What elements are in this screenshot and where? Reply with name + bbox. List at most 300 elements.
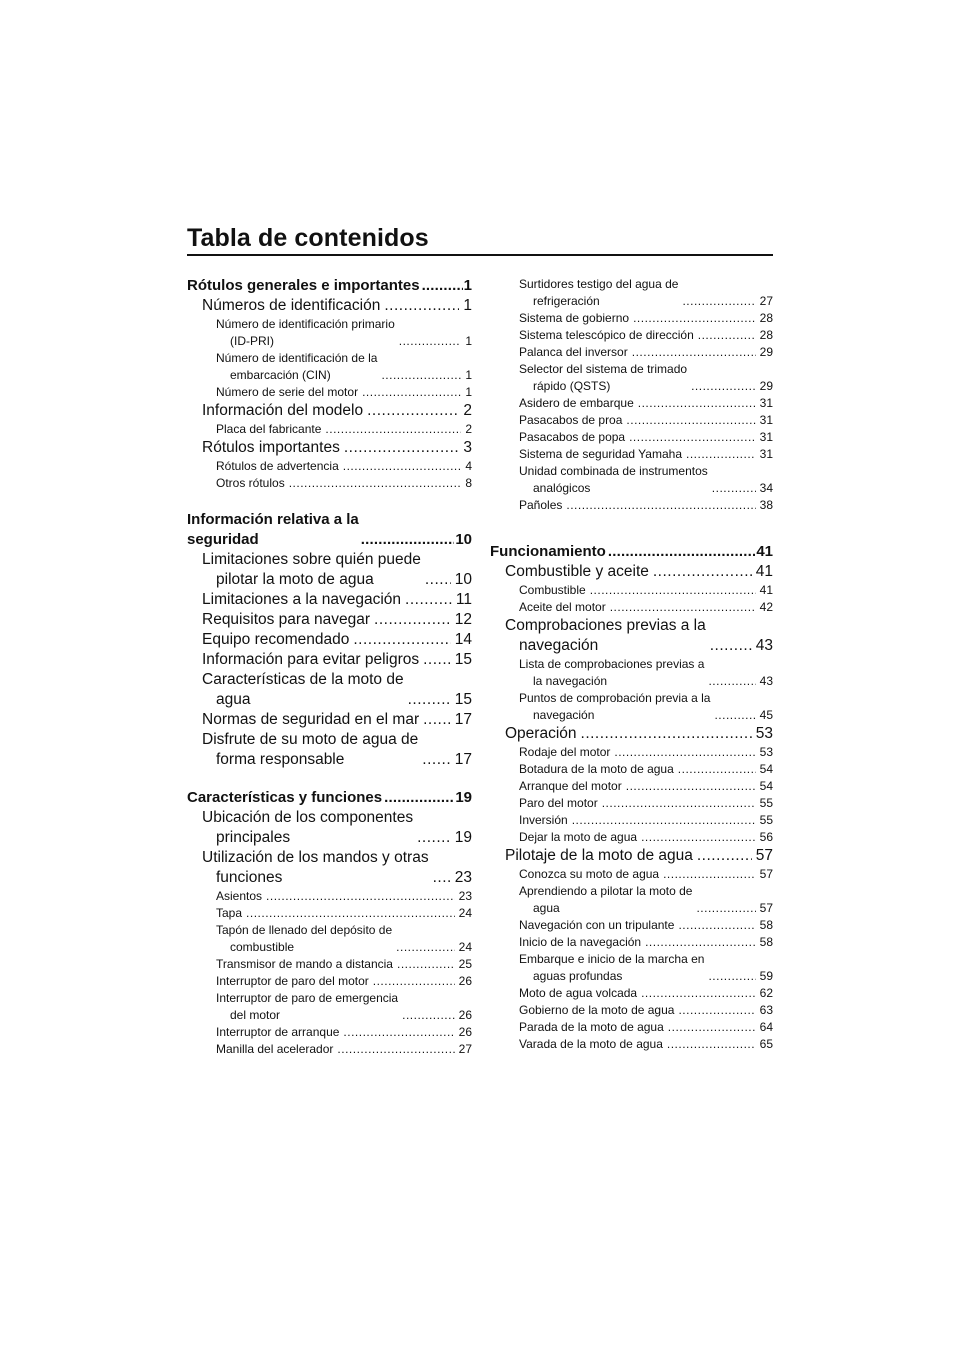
toc-entry-page: 58 (759, 935, 773, 949)
toc-entry-line: Información del modelo (202, 402, 364, 419)
toc-subsection[interactable] (187, 710, 472, 730)
toc-entry-line: Rótulos importantes (202, 439, 340, 456)
toc-entry-line: agua (216, 691, 251, 708)
toc-item[interactable] (490, 951, 773, 985)
toc-item[interactable] (490, 985, 773, 1002)
toc-entry-line: Pañoles (519, 498, 563, 512)
toc-item[interactable] (490, 446, 773, 463)
toc-entry-line: Rótulos de advertencia (216, 459, 339, 473)
dot-leader (384, 788, 454, 808)
section-gap (187, 492, 472, 510)
toc-item[interactable] (490, 1036, 773, 1053)
toc-entry-page: 29 (759, 345, 773, 359)
toc-entry-page: 58 (759, 918, 773, 932)
dot-leader (343, 458, 462, 475)
toc-entry-title (519, 497, 562, 514)
toc-entry-page: 4 (465, 459, 472, 473)
toc-entry-title (519, 656, 704, 690)
dot-leader (682, 293, 755, 310)
dot-leader (353, 630, 450, 650)
toc-entry-title (216, 475, 285, 492)
toc-entry-title (216, 1041, 333, 1058)
toc-entry-page: 1 (465, 385, 472, 399)
toc-entry-line: Dejar la moto de agua (519, 830, 638, 844)
toc-entry-line: del motor (230, 1008, 281, 1022)
toc-entry-page: 11 (455, 591, 472, 608)
toc-entry-line: Puntos de comprobación previa a la (519, 691, 711, 705)
toc-entry-line: Sistema de seguridad Yamaha (519, 447, 682, 461)
toc-entry-line: forma responsable (216, 751, 345, 768)
toc-subsection[interactable] (187, 610, 472, 630)
toc-entry-line: Características de la moto de (202, 671, 404, 688)
toc-entry-line: Características y funciones (187, 789, 383, 806)
toc-entry-title (202, 438, 340, 458)
dot-leader (246, 905, 455, 922)
dot-leader (423, 710, 451, 730)
toc-entry-line: Número de identificación primario (216, 317, 395, 331)
toc-entry-page: 24 (458, 940, 472, 954)
toc-entry-title (519, 327, 694, 344)
toc-entry-line: Normas de seguridad en el mar (202, 711, 420, 728)
toc-entry-line: Asientos (216, 889, 263, 903)
toc-entry-page: 57 (755, 847, 773, 864)
toc-entry-title (519, 599, 606, 616)
toc-entry-line: Equipo recomendado (202, 631, 350, 648)
toc-entry-page: 10 (454, 571, 472, 588)
toc-entry-page: 31 (759, 413, 773, 427)
dot-leader (433, 868, 451, 888)
toc-entry-title (202, 630, 349, 650)
toc-entry-page: 45 (759, 708, 773, 722)
toc-subsection[interactable] (187, 590, 472, 610)
toc-entry-page: 65 (759, 1037, 773, 1051)
toc-entry-title (519, 812, 568, 829)
dot-leader (686, 446, 756, 463)
toc-entry-line: analógicos (533, 481, 591, 495)
toc-subsection[interactable] (490, 846, 773, 866)
toc-entry-title (216, 956, 393, 973)
toc-entry-page: 19 (455, 789, 472, 806)
toc-entry-line: Moto de agua volcada (519, 986, 638, 1000)
toc-entry-line: la navegación (533, 674, 608, 688)
toc-entry-page: 54 (759, 762, 773, 776)
toc-item[interactable] (490, 795, 773, 812)
toc-entry-line: Pasacabos de proa (519, 413, 623, 427)
toc-entry-page: 10 (455, 531, 472, 548)
dot-leader (572, 812, 756, 829)
toc-item[interactable] (490, 327, 773, 344)
page-title: Tabla de contenidos (187, 224, 429, 252)
toc-entry-page: 31 (759, 396, 773, 410)
toc-entry-line: agua (533, 901, 560, 915)
dot-leader (678, 917, 755, 934)
toc-subsection[interactable] (187, 630, 472, 650)
toc-subsection[interactable] (187, 438, 472, 458)
toc-entry-line: Información para evitar peligros (202, 651, 420, 668)
toc-item[interactable] (490, 656, 773, 690)
toc-entry-line: navegación (519, 637, 599, 654)
toc-entry-title (519, 1036, 663, 1053)
toc-item[interactable] (187, 990, 472, 1024)
toc-entry-page: 57 (759, 867, 773, 881)
toc-entry-page: 31 (759, 447, 773, 461)
toc-entry-page: 57 (759, 901, 773, 915)
toc-item[interactable] (187, 475, 472, 492)
dot-leader (362, 384, 461, 401)
dot-leader (289, 475, 462, 492)
toc-item[interactable] (490, 344, 773, 361)
toc-entry-page: 25 (458, 957, 472, 971)
toc-item[interactable] (490, 412, 773, 429)
toc-item[interactable] (187, 922, 472, 956)
toc-entry-page: 24 (458, 906, 472, 920)
dot-leader (663, 866, 756, 883)
dot-leader (626, 778, 756, 795)
dot-leader (374, 610, 451, 630)
title-rule (187, 254, 773, 256)
toc-entry-title (202, 730, 418, 770)
toc-item[interactable] (187, 956, 472, 973)
toc-entry-title (202, 610, 370, 630)
dot-leader (691, 378, 756, 395)
toc-entry-line: refrigeración (533, 294, 600, 308)
dot-leader (361, 530, 455, 550)
dot-leader (399, 333, 462, 350)
toc-subsection[interactable] (187, 296, 472, 316)
toc-entry-line: Limitaciones sobre quién puede (202, 551, 421, 568)
toc-entry-page: 64 (759, 1020, 773, 1034)
toc-entry-line: Tapa (216, 906, 243, 920)
toc-entry-title (519, 829, 637, 846)
toc-entry-page: 17 (454, 711, 472, 728)
toc-item[interactable] (490, 395, 773, 412)
toc-entry-line: Selector del sistema de trimado (519, 362, 688, 376)
toc-item[interactable] (490, 276, 773, 310)
toc-entry-title (216, 1024, 339, 1041)
toc-entry-title (519, 744, 610, 761)
dot-leader (405, 590, 452, 610)
toc-entry-title (519, 917, 674, 934)
dot-leader (422, 750, 450, 770)
toc-entry-title (519, 951, 704, 985)
toc-section[interactable] (490, 542, 773, 562)
toc-entry-line: Requisitos para navegar (202, 611, 371, 628)
toc-item[interactable] (490, 883, 773, 917)
toc-entry-title (519, 361, 687, 395)
toc-entry-page: 2 (465, 422, 472, 436)
toc-entry-page: 28 (759, 311, 773, 325)
dot-leader (408, 690, 451, 710)
dot-leader (645, 934, 756, 951)
toc-entry-page: 42 (759, 600, 773, 614)
toc-entry-title (505, 616, 706, 656)
toc-entry-title (187, 788, 382, 808)
toc-item[interactable] (490, 812, 773, 829)
dot-leader (626, 412, 755, 429)
toc-entry-page: 26 (458, 1025, 472, 1039)
toc-item[interactable] (187, 1024, 472, 1041)
toc-entry-line: Número de serie del motor (216, 385, 359, 399)
toc-subsection[interactable] (187, 650, 472, 670)
toc-entry-title (519, 761, 674, 778)
toc-entry-line: Combustible (519, 583, 586, 597)
toc-entry-line: Pilotaje de la moto de agua (505, 847, 693, 864)
toc-entry-line: Gobierno de la moto de agua (519, 1003, 675, 1017)
toc-entry-line: Navegación con un tripulante (519, 918, 675, 932)
toc-entry-line: Operación (505, 725, 577, 742)
toc-entry-line: Placa del fabricante (216, 422, 322, 436)
section-gap (187, 770, 472, 788)
toc-subsection[interactable] (187, 401, 472, 421)
toc-entry-page: 55 (759, 813, 773, 827)
toc-entry-title (519, 690, 710, 724)
toc-entry-page: 34 (759, 481, 773, 495)
toc-entry-line: pilotar la moto de agua (216, 571, 374, 588)
dot-leader (337, 1041, 454, 1058)
toc-item[interactable] (490, 690, 773, 724)
toc-entry-line: Sistema de gobierno (519, 311, 630, 325)
toc-entry-title (216, 316, 395, 350)
toc-item[interactable] (187, 973, 472, 990)
toc-entry-title (505, 846, 693, 866)
dot-leader (566, 497, 755, 514)
dot-leader (678, 1002, 755, 1019)
toc-entry-page: 27 (458, 1042, 472, 1056)
dot-leader (608, 542, 755, 562)
dot-leader (425, 570, 451, 590)
toc-entry-line: Parada de la moto de agua (519, 1020, 664, 1034)
toc-item[interactable] (490, 429, 773, 446)
dot-leader (678, 761, 756, 778)
toc-entry-line: Embarque e inicio de la marcha en (519, 952, 705, 966)
toc-entry-line: Lista de comprobaciones previas a (519, 657, 705, 671)
toc-item[interactable] (490, 361, 773, 395)
toc-entry-title (202, 808, 413, 848)
dot-leader (344, 438, 460, 458)
toc-section[interactable] (187, 788, 472, 808)
toc-entry-page: 62 (759, 986, 773, 1000)
toc-item[interactable] (490, 497, 773, 514)
toc-item[interactable] (490, 463, 773, 497)
toc-entry-title (216, 350, 377, 384)
toc-entry-page: 12 (454, 611, 472, 628)
toc-entry-page: 63 (759, 1003, 773, 1017)
toc-subsection[interactable] (187, 730, 472, 770)
toc-entry-page: 1 (463, 297, 472, 314)
toc-entry-page: 43 (759, 674, 773, 688)
toc-entry-line: Interruptor de paro del motor (216, 974, 369, 988)
toc-entry-title (216, 384, 358, 401)
toc-entry-page: 27 (759, 294, 773, 308)
toc-entry-line: Interruptor de paro de emergencia (216, 991, 399, 1005)
toc-entry-line: Asidero de embarque (519, 396, 634, 410)
toc-entry-page: 29 (759, 379, 773, 393)
toc-entry-title (519, 883, 692, 917)
toc-entry-title (519, 446, 682, 463)
toc-subsection[interactable] (187, 670, 472, 710)
toc-entry-title (519, 795, 598, 812)
toc-item[interactable] (490, 582, 773, 599)
toc-entry-line: Funcionamiento (490, 543, 606, 560)
toc-entry-page: 41 (755, 563, 773, 580)
toc-entry-line: combustible (230, 940, 295, 954)
toc-entry-title (519, 429, 625, 446)
dot-leader (641, 985, 756, 1002)
toc-entry-line: Utilización de los mandos y otras (202, 849, 429, 866)
toc-entry-line: Ubicación de los componentes (202, 809, 414, 826)
toc-entry-page: 23 (454, 869, 472, 886)
toc-entry-page: 53 (759, 745, 773, 759)
toc-entry-title (519, 310, 629, 327)
toc-entry-title (519, 1019, 664, 1036)
dot-leader (696, 900, 755, 917)
toc-entry-page: 1 (463, 277, 472, 294)
toc-item[interactable] (490, 744, 773, 761)
toc-subsection[interactable] (187, 848, 472, 888)
toc-entry-page: 55 (759, 796, 773, 810)
toc-entry-line: Inicio de la navegación (519, 935, 642, 949)
dot-leader (710, 636, 752, 656)
toc-entry-page: 26 (458, 1008, 472, 1022)
toc-item[interactable] (490, 829, 773, 846)
toc-entry-page: 31 (759, 430, 773, 444)
toc-entry-line: seguridad (187, 531, 259, 548)
dot-leader (590, 582, 756, 599)
toc-entry-title (216, 990, 398, 1024)
toc-item[interactable] (187, 888, 472, 905)
toc-entry-title (202, 650, 419, 670)
toc-entry-line: Combustible y aceite (505, 563, 649, 580)
dot-leader (343, 1024, 454, 1041)
toc-entry-line: rápido (QSTS) (533, 379, 611, 393)
section-gap (490, 514, 773, 542)
toc-entry-title (202, 296, 380, 316)
toc-item[interactable] (490, 917, 773, 934)
toc-item[interactable] (187, 458, 472, 475)
dot-leader (384, 296, 459, 316)
toc-entry-page: 41 (756, 543, 773, 560)
toc-entry-page: 15 (454, 691, 472, 708)
toc-entry-title (519, 395, 634, 412)
toc-item[interactable] (187, 384, 472, 401)
toc-entry-line: Rodaje del motor (519, 745, 611, 759)
toc-entry-line: Botadura de la moto de agua (519, 762, 674, 776)
toc-subsection[interactable] (187, 808, 472, 848)
dot-leader (641, 829, 756, 846)
toc-subsection[interactable] (490, 562, 773, 582)
toc-entry-line: Manilla del acelerador (216, 1042, 334, 1056)
toc-item[interactable] (490, 761, 773, 778)
dot-leader (373, 973, 455, 990)
toc-entry-line: Interruptor de arranque (216, 1025, 340, 1039)
toc-item[interactable] (187, 316, 472, 350)
dot-leader (712, 480, 756, 497)
toc-entry-title (519, 582, 586, 599)
toc-entry-page: 28 (759, 328, 773, 342)
toc-entry-line: Pasacabos de popa (519, 430, 626, 444)
dot-leader (266, 888, 455, 905)
dot-leader (714, 707, 755, 724)
toc-entry-title (202, 590, 401, 610)
toc-entry-title (519, 985, 637, 1002)
toc-entry-line: Palanca del inversor (519, 345, 628, 359)
toc-entry-page: 53 (755, 725, 773, 742)
toc-item[interactable] (490, 866, 773, 883)
dot-leader (708, 673, 755, 690)
toc-entry-page: 14 (454, 631, 472, 648)
toc-item[interactable] (490, 778, 773, 795)
dot-leader (381, 367, 461, 384)
toc-entry-line: Tapón de llenado del depósito de (216, 923, 393, 937)
toc-entry-line: Conozca su moto de agua (519, 867, 660, 881)
toc-subsection[interactable] (187, 550, 472, 590)
toc-entry-line: Aceite del motor (519, 600, 606, 614)
toc-entry-line: Comprobaciones previas a la (505, 617, 706, 634)
toc-item[interactable] (490, 1002, 773, 1019)
toc-item[interactable] (187, 350, 472, 384)
toc-entry-line: Información relativa a la (187, 511, 359, 528)
dot-leader (422, 276, 463, 296)
toc-entry-line: Limitaciones a la navegación (202, 591, 402, 608)
toc-item[interactable] (187, 421, 472, 438)
toc-entry-page: 54 (759, 779, 773, 793)
toc-item[interactable] (187, 1041, 472, 1058)
toc-entry-line: Varada de la moto de agua (519, 1037, 663, 1051)
toc-entry-line: (ID-PRI) (230, 334, 274, 348)
toc-subsection[interactable] (490, 616, 773, 656)
toc-entry-title (216, 888, 262, 905)
toc-entry-page: 3 (463, 439, 472, 456)
toc-section[interactable] (187, 276, 472, 296)
toc-entry-line: Número de identificación de la (216, 351, 378, 365)
toc-item[interactable] (490, 599, 773, 616)
toc-entry-title (519, 866, 659, 883)
dot-leader (402, 1007, 455, 1024)
toc-column-left (187, 276, 472, 1058)
dot-leader (602, 795, 756, 812)
toc-entry-title (202, 710, 419, 730)
toc-entry-line: Inversión (519, 813, 568, 827)
toc-entry-page: 8 (465, 476, 472, 490)
toc-entry-title (519, 463, 708, 497)
toc-entry-title (202, 670, 404, 710)
toc-item[interactable] (490, 310, 773, 327)
toc-entry-line: navegación (533, 708, 595, 722)
toc-entry-page: 59 (759, 969, 773, 983)
toc-entry-title (519, 778, 622, 795)
toc-entry-title (216, 922, 392, 956)
toc-entry-line: funciones (216, 869, 283, 886)
toc-item[interactable] (490, 1019, 773, 1036)
dot-leader (708, 968, 755, 985)
toc-entry-title (187, 276, 420, 296)
toc-entry-line: Arranque del motor (519, 779, 622, 793)
toc-entry-title (187, 510, 359, 550)
toc-entry-line: Unidad combinada de instrumentos (519, 464, 708, 478)
toc-entry-title (216, 421, 321, 438)
toc-subsection[interactable] (490, 724, 773, 744)
toc-entry-line: Transmisor de mando a distancia (216, 957, 393, 971)
toc-item[interactable] (187, 905, 472, 922)
toc-entry-line: Surtidores testigo del agua de (519, 277, 679, 291)
dot-leader (698, 327, 756, 344)
toc-section[interactable] (187, 510, 472, 550)
dot-leader (638, 395, 756, 412)
toc-entry-title (216, 905, 242, 922)
toc-entry-page: 17 (454, 751, 472, 768)
toc-entry-title (202, 550, 421, 590)
toc-item[interactable] (490, 934, 773, 951)
